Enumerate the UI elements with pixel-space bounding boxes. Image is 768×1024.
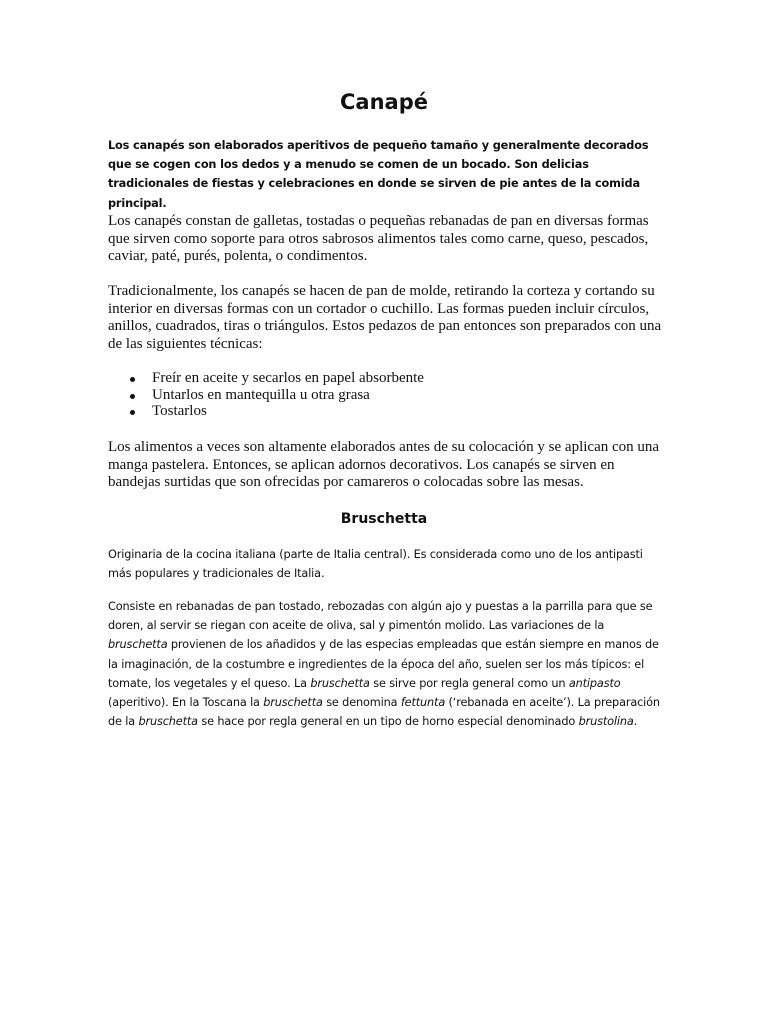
text-run: se hace por regla general en un tipo de horno especial denominado bbox=[197, 715, 579, 729]
text-run: provienen de los añadidos y de las especias empleadas que están siempre en manos de la imaginación, de la costumbre e ingredientes de la época del año, suelen ser los más típicos: el tomate, los vegetales y el queso. La bbox=[108, 638, 659, 690]
bruschetta-intro: Originaria de la cocina italiana (parte de Italia central). Es considerada como uno de los antipasti más populares y tradicionales de Italia. bbox=[108, 548, 643, 581]
text-run: (‘rebanada en aceite’). La preparación de la bbox=[108, 696, 660, 729]
text-run: se sirve por regla general como un bbox=[369, 676, 569, 690]
italic-term: bruschetta bbox=[108, 638, 168, 652]
paragraph-serving: Los alimentos a veces son altamente elaborados antes de su colocación y se aplican con una manga pastelera. Entonces, se aplican adornos decorativos. Los canapés se sirven en bandejas surtidas que son ofrecidas por camareros o colocadas sobre las mesas. bbox=[108, 439, 660, 490]
list-item: Untarlos en mantequilla u otra grasa bbox=[108, 387, 668, 404]
italic-term: bruschetta bbox=[263, 696, 323, 710]
page-title: Canapé bbox=[340, 90, 428, 114]
italic-term: fettunta bbox=[400, 696, 446, 710]
intro-paragraph: Los canapés son elaborados aperitivos de pequeño tamaño y generalmente decorados que se cogen con los dedos y a menudo se comen de un bocado. Son delicias tradicionales de fiestas y celebraciones en donde se sirven de pie antes de la comida principal. bbox=[108, 139, 649, 210]
text-run: se denomina bbox=[322, 696, 401, 710]
techniques-list bbox=[108, 370, 668, 420]
list-item: Freír en aceite y secarlos en papel absorbente bbox=[108, 370, 668, 387]
italic-term: brustolina bbox=[578, 715, 634, 729]
paragraph-components: Los canapés constan de galletas, tostadas o pequeñas rebanadas de pan en diversas formas que sirven como soporte para otros sabrosos alimentos tales como carne, queso, pescados, caviar, paté, purés, polenta, o condimentos. bbox=[108, 213, 649, 264]
italic-term: antipasto bbox=[568, 676, 621, 690]
italic-term: bruschetta bbox=[310, 676, 370, 690]
text-run: Consiste en rebanadas de pan tostado, rebozadas con algún ajo y puestas a la parrilla para que se doren, al servir se riegan con aceite de oliva, sal y pimentón molido. Las variaciones de la bbox=[108, 600, 653, 633]
bruschetta-body bbox=[108, 597, 663, 731]
paragraph-tradition: Tradicionalmente, los canapés se hacen de pan de molde, retirando la corteza y cortando su interior en diversas formas con un cortador o cuchillo. Las formas pueden incluir círculos, anillos, cuadrados, tiras o triángulos. Estos pedazos de pan entonces son preparados con una de las siguientes técnicas: bbox=[108, 283, 662, 352]
text-run: (aperitivo). En la Toscana la bbox=[108, 696, 264, 710]
list-item: Tostarlos bbox=[108, 403, 668, 420]
section-title: Bruschetta bbox=[340, 511, 428, 527]
italic-term: bruschetta bbox=[138, 715, 198, 729]
text-run: . bbox=[633, 715, 638, 729]
